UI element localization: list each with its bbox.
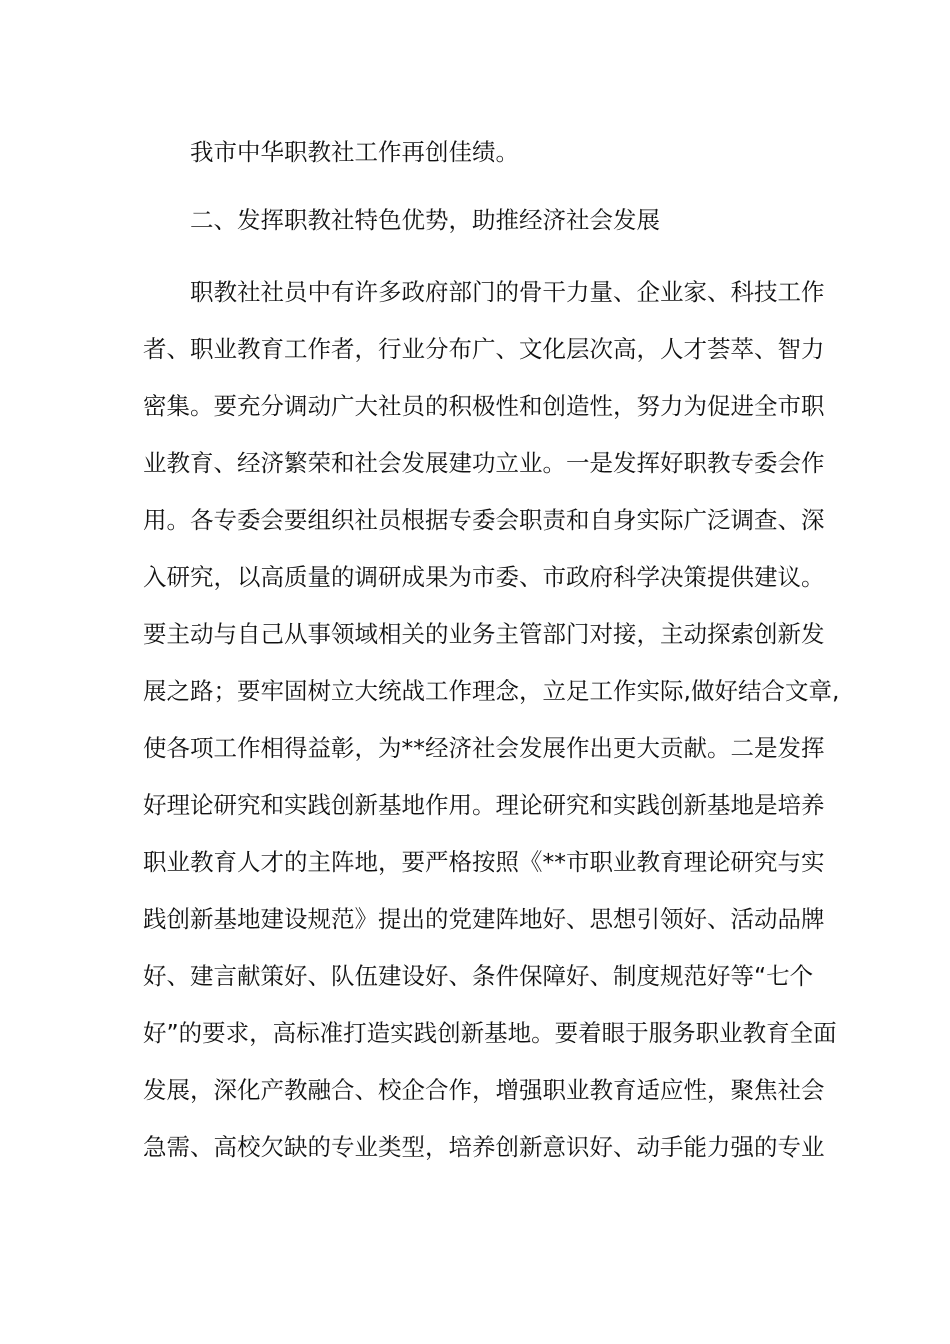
paragraph-line: 用。各专委会要组织社员根据专委会职责和自身实际广泛调查、深	[143, 506, 825, 534]
paragraph-line: 职教社社员中有许多政府部门的骨干力量、企业家、科技工作	[190, 278, 825, 306]
paragraph-line: 好理论研究和实践创新基地作用。理论研究和实践创新基地是培养	[143, 791, 825, 819]
paragraph-line: 职业教育人才的主阵地，要严格按照《**市职业教育理论研究与实	[143, 848, 825, 876]
paragraph-line: 要主动与自己从事领域相关的业务主管部门对接，主动探索创新发	[143, 620, 825, 648]
paragraph-line: 使各项工作相得益彰，为**经济社会发展作出更大贡献。二是发挥	[143, 734, 825, 762]
paragraph-line: 业教育、经济繁荣和社会发展建功立业。一是发挥好职教专委会作	[143, 449, 825, 477]
paragraph-line: 我市中华职教社工作再创佳绩。	[190, 138, 519, 166]
paragraph-line: 好、建言献策好、队伍建设好、条件保障好、制度规范好等“七个	[143, 962, 814, 990]
paragraph-line: 发展，深化产教融合、校企合作，增强职业教育适应性，聚焦社会	[143, 1076, 825, 1104]
paragraph-line: 展之路；要牢固树立大统战工作理念，立足工作实际,做好结合文章,	[143, 677, 840, 705]
paragraph-line: 践创新基地建设规范》提出的党建阵地好、思想引领好、活动品牌	[143, 905, 825, 933]
paragraph-line: 好”的要求，高标准打造实践创新基地。要着眼于服务职业教育全面	[143, 1019, 837, 1047]
paragraph-line: 急需、高校欠缺的专业类型，培养创新意识好、动手能力强的专业	[143, 1133, 825, 1161]
paragraph-line: 者、职业教育工作者，行业分布广、文化层次高，人才荟萃、智力	[143, 335, 825, 363]
paragraph-line: 入研究，以高质量的调研成果为市委、市政府科学决策提供建议。	[143, 563, 825, 591]
section-heading: 二、发挥职教社特色优势，助推经济社会发展	[190, 206, 660, 234]
paragraph-line: 密集。要充分调动广大社员的积极性和创造性，努力为促进全市职	[143, 392, 825, 420]
